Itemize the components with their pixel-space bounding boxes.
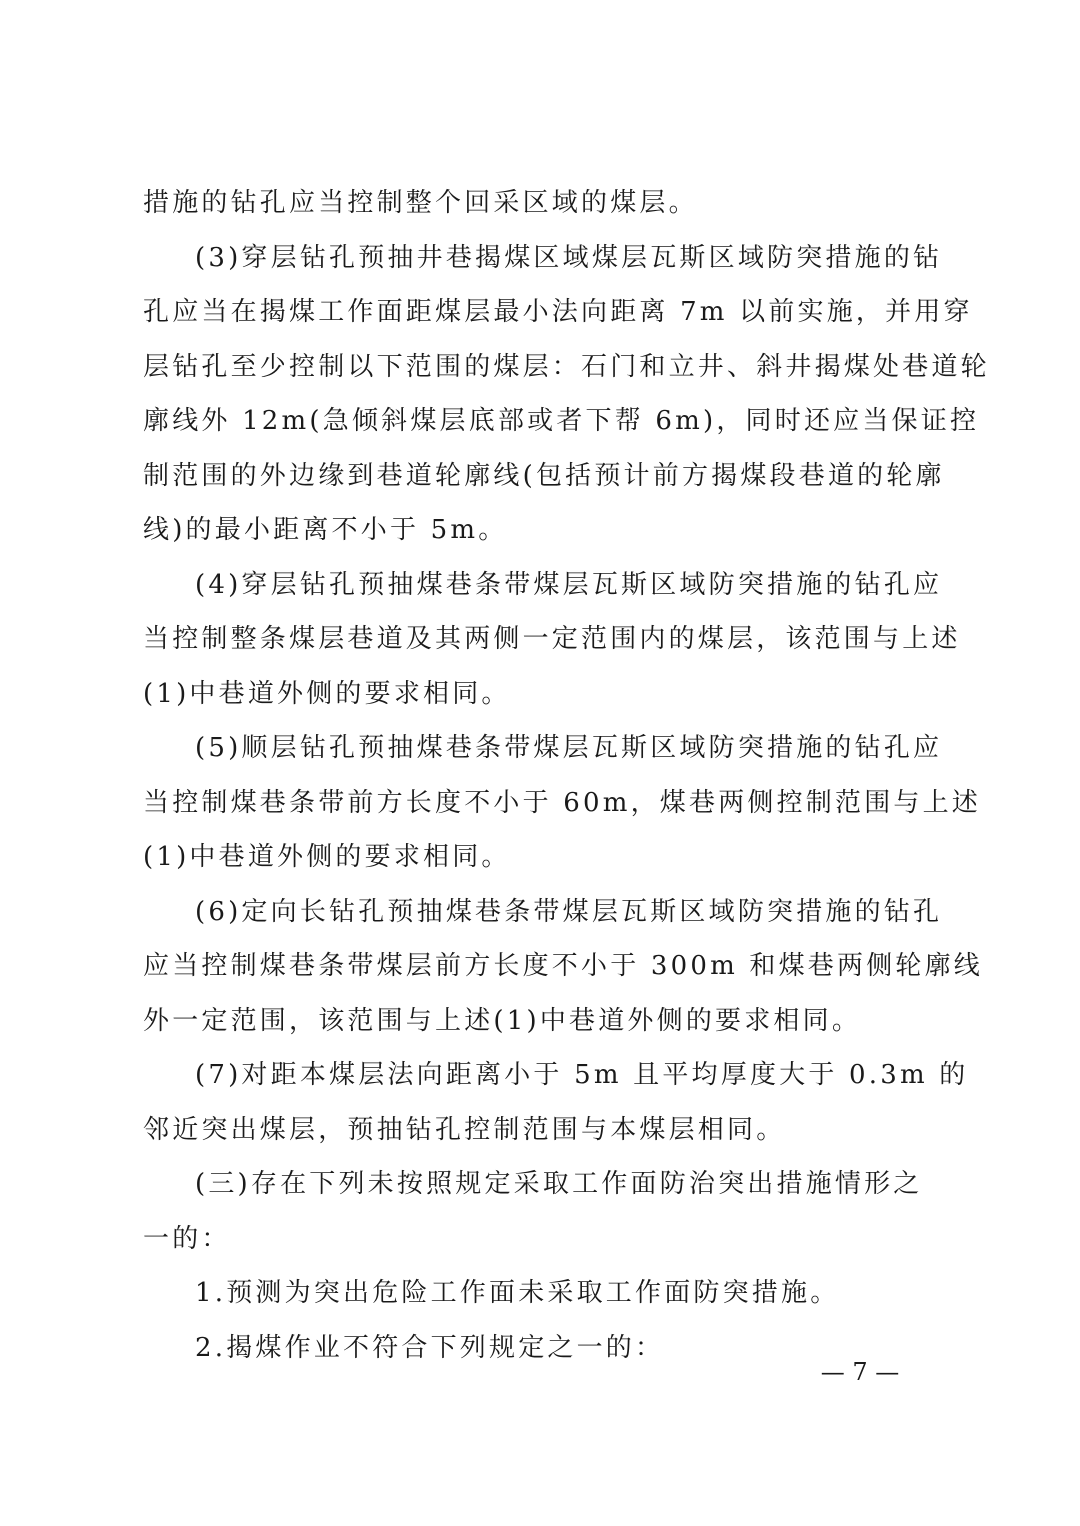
text-line: (1)中巷道外侧的要求相同。 (143, 679, 511, 709)
text-line: 当控制整条煤层巷道及其两侧一定范围内的煤层，该范围与上述 (143, 624, 961, 654)
text-line: 线)的最小距离不小于 5m。 (143, 515, 508, 545)
text-line: (1)中巷道外侧的要求相同。 (143, 842, 511, 872)
paragraph-item-3: (3)穿层钻孔预抽井巷揭煤区域煤层瓦斯区域防突措施的钻 (195, 243, 943, 273)
text-line: 当控制煤巷条带前方长度不小于 60m，煤巷两侧控制范围与上述 (143, 788, 982, 818)
page-number: — 7 — (820, 1358, 900, 1386)
text-line: 层钻孔至少控制以下范围的煤层：石门和立井、斜井揭煤处巷道轮 (143, 352, 990, 382)
text-line: 应当控制煤巷条带煤层前方长度不小于 300m 和煤巷两侧轮廓线 (143, 951, 984, 981)
paragraph-item-4: (4)穿层钻孔预抽煤巷条带煤层瓦斯区域防突措施的钻孔应 (195, 570, 943, 600)
paragraph-item-5: (5)顺层钻孔预抽煤巷条带煤层瓦斯区域防突措施的钻孔应 (195, 733, 943, 763)
paragraph-item-6: (6)定向长钻孔预抽煤巷条带煤层瓦斯区域防突措施的钻孔 (195, 897, 943, 927)
text-line: 孔应当在揭煤工作面距煤层最小法向距离 7m 以前实施，并用穿 (143, 297, 973, 327)
paragraph-item-7: (7)对距本煤层法向距离小于 5m 且平均厚度大于 0.3m 的 (195, 1060, 969, 1090)
text-line: 制范围的外边缘到巷道轮廓线(包括预计前方揭煤段巷道的轮廓 (143, 461, 945, 491)
section-heading-3: (三)存在下列未按照规定采取工作面防治突出措施情形之 (195, 1169, 923, 1199)
text-line: 邻近突出煤层，预抽钻孔控制范围与本煤层相同。 (143, 1115, 786, 1145)
text-line: 一的： (143, 1224, 231, 1254)
text-line: 措施的钻孔应当控制整个回采区域的煤层。 (143, 188, 698, 218)
list-item-1: 1.预测为突出危险工作面未采取工作面防突措施。 (195, 1278, 840, 1308)
list-item-2: 2.揭煤作业不符合下列规定之一的： (195, 1333, 665, 1363)
text-line: 廓线外 12m(急倾斜煤层底部或者下帮 6m)，同时还应当保证控 (143, 406, 980, 436)
text-line: 外一定范围，该范围与上述(1)中巷道外侧的要求相同。 (143, 1006, 862, 1036)
